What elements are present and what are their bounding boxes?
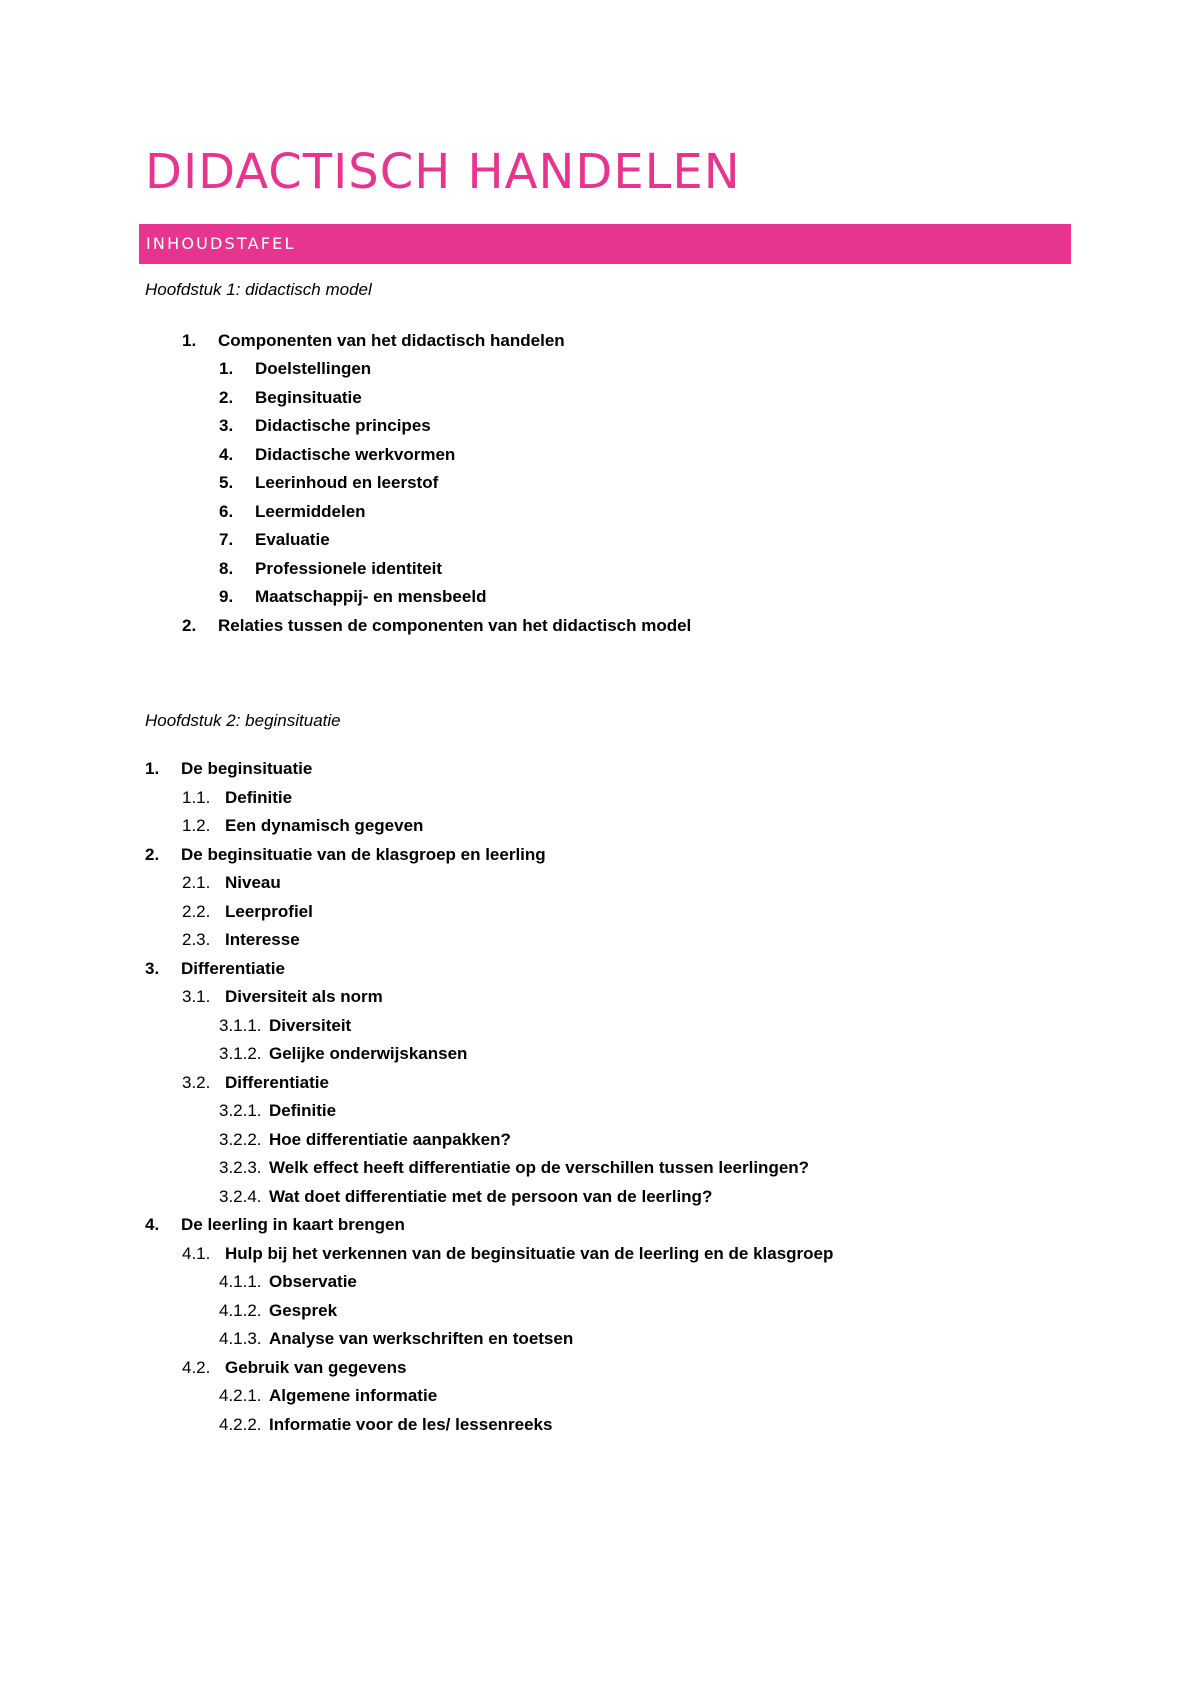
toc-heading-label: INHOUDSTAFEL — [146, 234, 296, 253]
toc-item-title: Een dynamisch gegeven — [225, 816, 424, 835]
toc-item-title: Didactische werkvormen — [255, 445, 456, 464]
toc-item-number: 3.1.1. — [219, 1016, 262, 1035]
toc-item-number: 4.2.2. — [219, 1415, 262, 1434]
toc-item-title: Welk effect heeft differentiatie op de verschillen tussen leerlingen? — [269, 1158, 810, 1177]
toc-item-title: Leerprofiel — [225, 902, 313, 921]
document-title: DIDACTISCH HANDELEN — [145, 144, 741, 200]
toc-item-number: 3.2.2. — [219, 1130, 262, 1149]
toc-item-number: 2. — [219, 388, 234, 407]
toc-item-number: 3.2.4. — [219, 1187, 262, 1206]
toc-item-number: 4.1. — [182, 1244, 211, 1263]
toc-item-title: Interesse — [225, 930, 300, 949]
toc-item-title: Gelijke onderwijskansen — [269, 1044, 468, 1063]
toc-item-number: 4.1.3. — [219, 1329, 262, 1348]
toc-item-title: Definitie — [225, 788, 293, 807]
toc-item-number: 4. — [145, 1215, 160, 1234]
toc-item-title: De leerling in kaart brengen — [181, 1215, 405, 1234]
toc-item-title: Hoe differentiatie aanpakken? — [269, 1130, 511, 1149]
toc-item-title: Analyse van werkschriften en toetsen — [269, 1329, 574, 1348]
toc-item-number: 3.1. — [182, 987, 211, 1006]
toc-item-title: Gebruik van gegevens — [225, 1358, 407, 1377]
toc-item-title: Componenten van het didactisch handelen — [218, 331, 565, 350]
toc-item-title: Niveau — [225, 873, 281, 892]
toc-item-number: 4. — [219, 445, 234, 464]
toc-item-title: Beginsituatie — [255, 388, 362, 407]
toc-item-title: Leermiddelen — [255, 502, 366, 521]
toc-item-title: Professionele identiteit — [255, 559, 443, 578]
toc-item-title: De beginsituatie — [181, 759, 313, 778]
toc-item-number: 6. — [219, 502, 234, 521]
toc-item-number: 1.2. — [182, 816, 211, 835]
toc-item-number: 2.1. — [182, 873, 211, 892]
toc-item-number: 7. — [219, 530, 234, 549]
toc-item-number: 3.1.2. — [219, 1044, 262, 1063]
toc-item-title: Doelstellingen — [255, 359, 372, 378]
chapter-2-heading: Hoofdstuk 2: beginsituatie — [145, 711, 341, 730]
toc-item-number: 2. — [145, 845, 160, 864]
toc-item-title: Informatie voor de les/ lessenreeks — [269, 1415, 553, 1434]
toc-item-number: 2.3. — [182, 930, 211, 949]
toc-item-title: Wat doet differentiatie met de persoon van de leerling? — [269, 1187, 713, 1206]
toc-item-title: Observatie — [269, 1272, 357, 1291]
toc-item-number: 3.2.1. — [219, 1101, 262, 1120]
toc-item-number: 1. — [145, 759, 160, 778]
toc-item-title: Didactische principes — [255, 416, 431, 435]
toc-item-title: Algemene informatie — [269, 1386, 438, 1405]
toc-item-number: 4.2.1. — [219, 1386, 262, 1405]
toc-item-title: Diversiteit — [269, 1016, 352, 1035]
toc-item-number: 3. — [145, 959, 160, 978]
toc-item-number: 1. — [219, 359, 234, 378]
chapter-1-heading: Hoofdstuk 1: didactisch model — [145, 280, 372, 299]
toc-item-number: 3. — [219, 416, 234, 435]
toc-item-title: Maatschappij- en mensbeeld — [255, 587, 487, 606]
toc-item-number: 5. — [219, 473, 234, 492]
toc-item-title: Gesprek — [269, 1301, 338, 1320]
toc-item-title: Diversiteit als norm — [225, 987, 383, 1006]
toc-item-title: Differentiatie — [225, 1073, 329, 1092]
toc-heading-bar — [139, 224, 1071, 264]
toc-item-title: De beginsituatie van de klasgroep en leerling — [181, 845, 546, 864]
toc-item-number: 2.2. — [182, 902, 211, 921]
toc-item-number: 1. — [182, 331, 197, 350]
toc-item-number: 1.1. — [182, 788, 211, 807]
toc-item-number: 2. — [182, 616, 197, 635]
toc-item-number: 4.2. — [182, 1358, 211, 1377]
toc-item-number: 8. — [219, 559, 234, 578]
toc-item-title: Differentiatie — [181, 959, 285, 978]
toc-item-number: 3.2. — [182, 1073, 211, 1092]
toc-item-title: Definitie — [269, 1101, 337, 1120]
toc-item-number: 4.1.2. — [219, 1301, 262, 1320]
toc-item-title: Leerinhoud en leerstof — [255, 473, 439, 492]
toc-item-title: Evaluatie — [255, 530, 330, 549]
toc-item-number: 4.1.1. — [219, 1272, 262, 1291]
toc-item-number: 3.2.3. — [219, 1158, 262, 1177]
toc-item-title: Hulp bij het verkennen van de beginsituatie van de leerling en de klasgroep — [225, 1244, 834, 1263]
toc-item-number: 9. — [219, 587, 234, 606]
toc-item-title: Relaties tussen de componenten van het didactisch model — [218, 616, 692, 635]
